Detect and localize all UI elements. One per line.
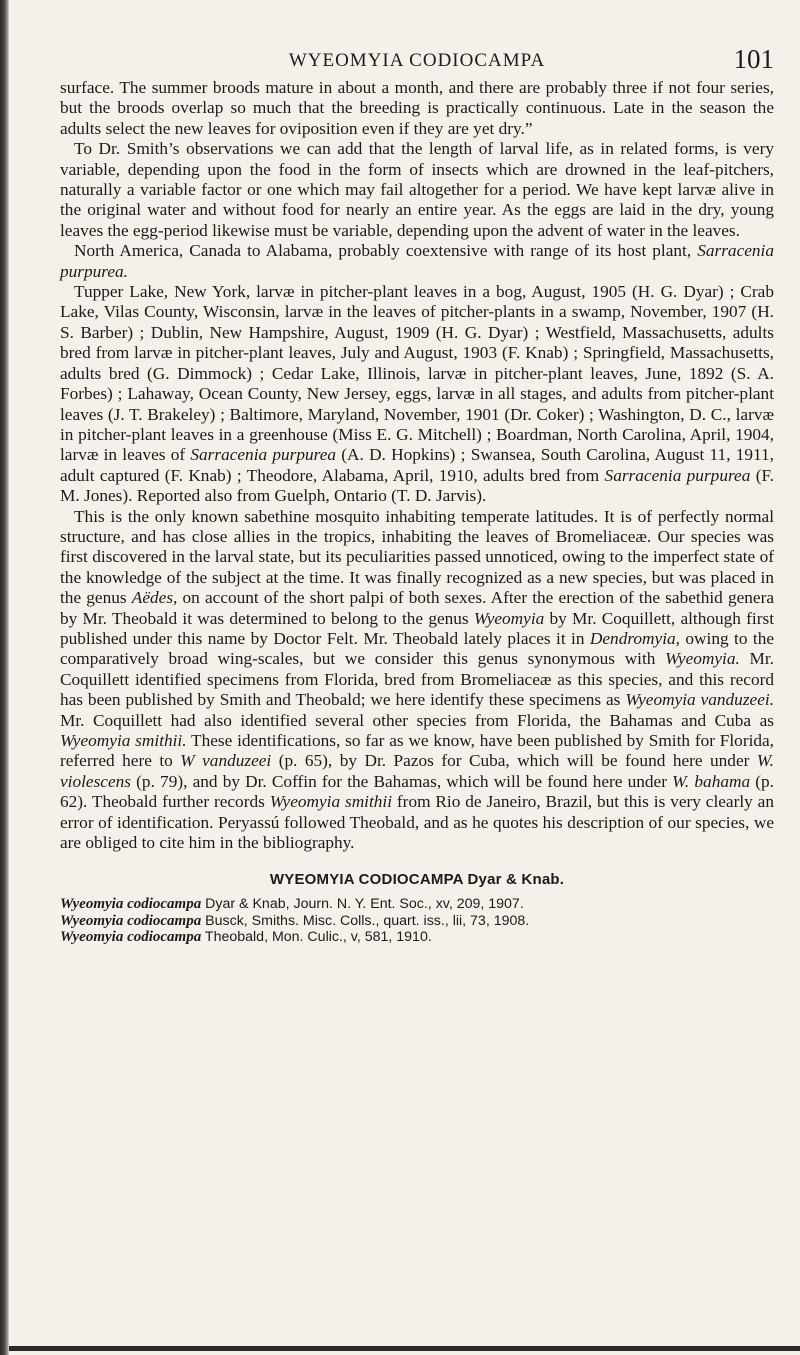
synonymy-citation: Dyar & Knab, Journ. N. Y. Ent. Soc., xv, 209, 1907.: [201, 896, 524, 913]
synonymy-citation: Theobald, Mon. Culic., v, 581, 1910.: [201, 929, 432, 946]
synonymy-name: Wyeomyia codiocampa: [60, 912, 202, 929]
paragraph-4: Tupper Lake, New York, larvæ in pitcher-plant leaves in a bog, August, 1905 (H. G. Dyar) ; Crab Lake, Vilas County, Wisconsin, larvæ in the leaves of pitcher-plants in a swamp, November, 1907 (H. S. Barber) ; Dublin, New Hampshire, August, 1909 (H. G. Dyar) ; Westfield, Massachusetts, adults bred from larvæ in pitcher-plant leaves, July and August, 1903 (F. Knab) ; Springfield, Massachusetts, adults bred (G. Dimmock) ; Cedar Lake, Illinois, larvæ in pitcher-plant leaves, June, 1892 (S. A. Forbes) ; Lahaway, Ocean County, New Jersey, eggs, larvæ in all stages, and adults from pitcher-plant leaves (J. T. Brakeley) ; Baltimore, Maryland, November, 1901 (Dr. Coker) ; Washington, D. C., larvæ in pitcher-plant leaves in a greenhouse (Miss E. G. Mitchell) ; Boardman, North Carolina, April, 1904, larvæ in leaves of Sarracenia purpurea (A. D. Hopkins) ; Swansea, South Carolina, August 11, 1911, adult captured (F. Knab) ; Theodore, Alabama, April, 1910, adults bred from Sarracenia purpurea (F. M. Jones). Reported also from Guelph, Ontario (T. D. Jarvis).: [60, 282, 774, 506]
bottom-edge-rule: [9, 1346, 800, 1351]
synonymy-name: Wyeomyia codiocampa: [60, 929, 202, 946]
synonymy-entry-3: [60, 929, 774, 945]
running-title: WYEOMYIA CODIOCAMPA: [288, 50, 546, 71]
paragraph-3: North America, Canada to Alabama, probably coextensive with range of its host plant, Sarracenia purpurea.: [60, 241, 774, 281]
book-page: [60, 44, 774, 946]
species-heading: WYEOMYIA CODIOCAMPA Dyar & Knab.: [269, 871, 565, 889]
page-number: 101: [733, 44, 774, 74]
running-head: [60, 44, 774, 78]
paragraph-5: This is the only known sabethine mosquito inhabiting temperate latitudes. It is of perfectly normal structure, and has close allies in the tropics, inhabiting the leaves of Bromeliaceæ. Our species was first discovered in the larval state, but its peculiarities passed unnoticed, owing to the imperfect state of the knowledge of the subject at the time. It was finally recognized as a new species, but was placed in the genus Aëdes, on account of the short palpi of both sexes. After the erection of the sabethid genera by Mr. Theobald it was determined to belong to the genus Wyeomyia by Mr. Coquillett, although first published under this name by Doctor Felt. Mr. Theobald lately places it in Dendromyia, owing to the comparatively broad wing-scales, but we consider this genus synonymous with Wyeomyia. Mr. Coquillett identified specimens from Florida, bred from Bromeliaceæ as this species, and this record has been published by Smith and Theobald; we here identify these specimens as Wyeomyia vanduzeei. Mr. Coquillett had also identified several other species from Florida, the Bahamas and Cuba as Wyeomyia smithii. These identifications, so far as we know, have been published by Smith for Florida, referred here to W vanduzeei (p. 65), by Dr. Pazos for Cuba, which will be found here under W. violescens (p. 79), and by Dr. Coffin for the Bahamas, which will be found here under W. bahama (p. 62). Theobald further records Wyeomyia smithii from Rio de Janeiro, Brazil, but this is very clearly an error of identification. Peryassú followed Theobald, and as he quotes his description of our species, we are obliged to cite him in the bibliography.: [60, 506, 775, 853]
synonymy-entry-2: [60, 913, 774, 929]
synonymy-entry-1: [60, 896, 774, 912]
synonymy-citation: Busck, Smiths. Misc. Colls., quart. iss., lii, 73, 1908.: [201, 912, 530, 929]
synonymy-name: Wyeomyia codiocampa: [60, 896, 202, 913]
binding-gutter: [0, 0, 9, 1355]
synonymy-list: [60, 896, 774, 945]
body-text: [60, 78, 774, 853]
paragraph-2: To Dr. Smith’s observations we can add that the length of larval life, as in related forms, is very variable, depending upon the food in the form of insects which are drowned in the leaf-pitchers, naturally a variable factor or one which may fail altogether for a period. We have kept larvæ alive in the original water and without food for nearly an entire year. As the eggs are laid in the dry, young leaves the egg-period likewise must be variable, depending upon the advent of water in the leaves.: [60, 139, 774, 240]
paragraph-1: surface. The summer broods mature in about a month, and there are probably three if not four series, but the broods overlap so much that the breeding is practically continuous. Late in the season the adults select the new leaves for oviposition even if they are yet dry.”: [60, 78, 774, 138]
